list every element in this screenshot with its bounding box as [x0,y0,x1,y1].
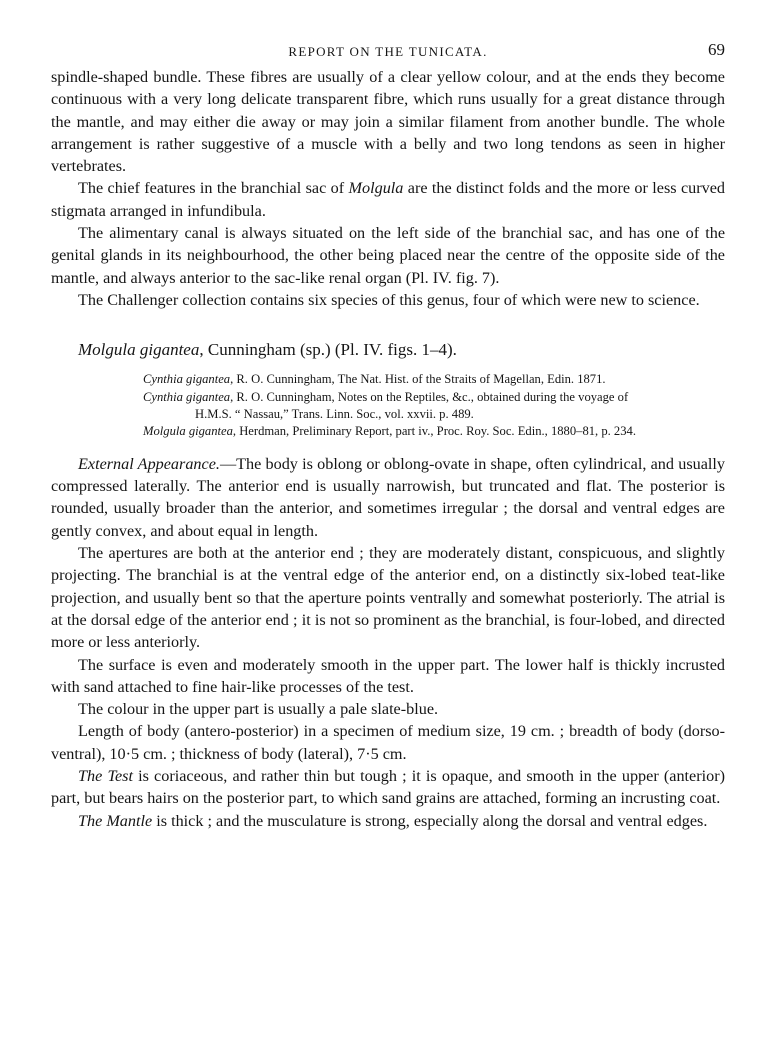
synonym-taxon: Cynthia gigantea [143,372,231,387]
synonym-reference: , R. O. Cunningham, The Nat. Hist. of the Straits of Magellan, Edin. 1871. [230,372,606,387]
page-number: 69 [708,40,725,59]
synonym-taxon: Molgula gigantea [143,424,233,439]
synonym-taxon: Cynthia gigantea [143,389,231,404]
synonym-reference-continued: H.M.S. “ Nassau,” Trans. Linn. Soc., vol. xxvii. p. 489. [195,407,474,422]
body-text-description [51,453,725,832]
paragraph-branchial-sac [51,177,725,222]
paragraph-collection: The Challenger collection contains six species of this genus, four of which were new to science. [78,290,700,309]
synonymy-entry [54,389,725,424]
running-title: REPORT ON THE TUNICATA. [288,44,488,59]
text-run: The chief features in the branchial sac of [78,179,349,198]
paragraph-apertures: The apertures are both at the anterior end ; they are moderately distant, conspicuous, and slightly projecting. The branchial is at the ventral edge of the anterior end, on a distinctly six-lobed teat-like projection, and usually bent so that the aperture points ventrally and somewhat posteriorly. The atrial is at the dorsal edge of the anterior end ; it is not so prominent as the branchial, is four-lobed, and directed more or less anteriorly. [51,544,725,652]
paragraph-dimensions: Length of body (antero-posterior) in a specimen of medium size, 19 cm. ; breadth of body (dorso-ventral), 10·5 cm. ; thickness of body (lateral), 7·5 cm. [51,722,725,763]
species-heading [78,339,725,361]
synonymy-entry [54,371,725,388]
synonymy-list [51,371,725,441]
synonym-reference: , Herdman, Preliminary Report, part iv., Proc. Roy. Soc. Edin., 1880–81, p. 234. [232,424,636,439]
paragraph-continued: spindle-shaped bundle. These fibres are usually of a clear yellow colour, and at the ends they become continuous with a very long delicate transparent fibre, which runs usually for a great distance through the mantle, and may either die away or may join a similar filament from another bundle. The whole arrangement is rather suggestive of a muscle with a belly and two long tendons as seen in higher vertebrates. [51,68,725,176]
paragraph-colour: The colour in the upper part is usually a pale slate-blue. [78,700,439,719]
species-name: Molgula gigantea [78,340,200,360]
paragraph-alimentary-canal: The alimentary canal is always situated on the left side of the branchial sac, and has one of the genital glands in its neighbourhood, the other being placed near the centre of the opposite side of the mantle, and always anterior to the sac-like renal organ (Pl. IV. fig. 7). [51,224,725,287]
synonym-reference: , R. O. Cunningham, Notes on the Reptiles, &c., obtained during the voyage of [230,389,629,404]
section-heading-test: The Test [78,767,133,786]
text-run: —The body is oblong or oblong-ovate in shape, often cylindrical, and usually compressed laterally. The anterior end is usually narrowish, but truncated and flat. The posterior is rounded, usually broader than the anterior, and sometimes irregular ; the dorsal and ventral edges are gently convex, and about equal in length. [51,454,725,540]
paragraph-surface: The surface is even and moderately smooth in the upper part. The lower half is thickly incrusted with sand attached to fine hair-like processes of the test. [51,655,725,696]
species-authority: , Cunningham (sp.) (Pl. IV. figs. 1–4). [199,340,457,360]
section-heading-mantle: The Mantle [78,811,153,830]
paragraph-test [51,765,725,810]
synonymy-entry [54,423,725,440]
page [51,38,725,832]
text-run: is coriaceous, and rather thin but tough ; it is opaque, and smooth in the upper (anterior) part, but bears hairs on the posterior part, to which sand grains are attached, forming an incrusting coat. [51,767,725,808]
paragraph-mantle [51,810,725,832]
body-text [51,66,725,311]
genus-name: Molgula [348,179,404,198]
paragraph-external-appearance [51,453,725,542]
text-run: is thick ; and the musculature is strong, especially along the dorsal and ventral edges. [152,811,708,830]
section-heading-external: External Appearance. [78,454,220,473]
running-header [51,38,725,66]
text-run: are the distinct folds and the more or less curved stigmata arranged in infundibula. [51,179,725,220]
